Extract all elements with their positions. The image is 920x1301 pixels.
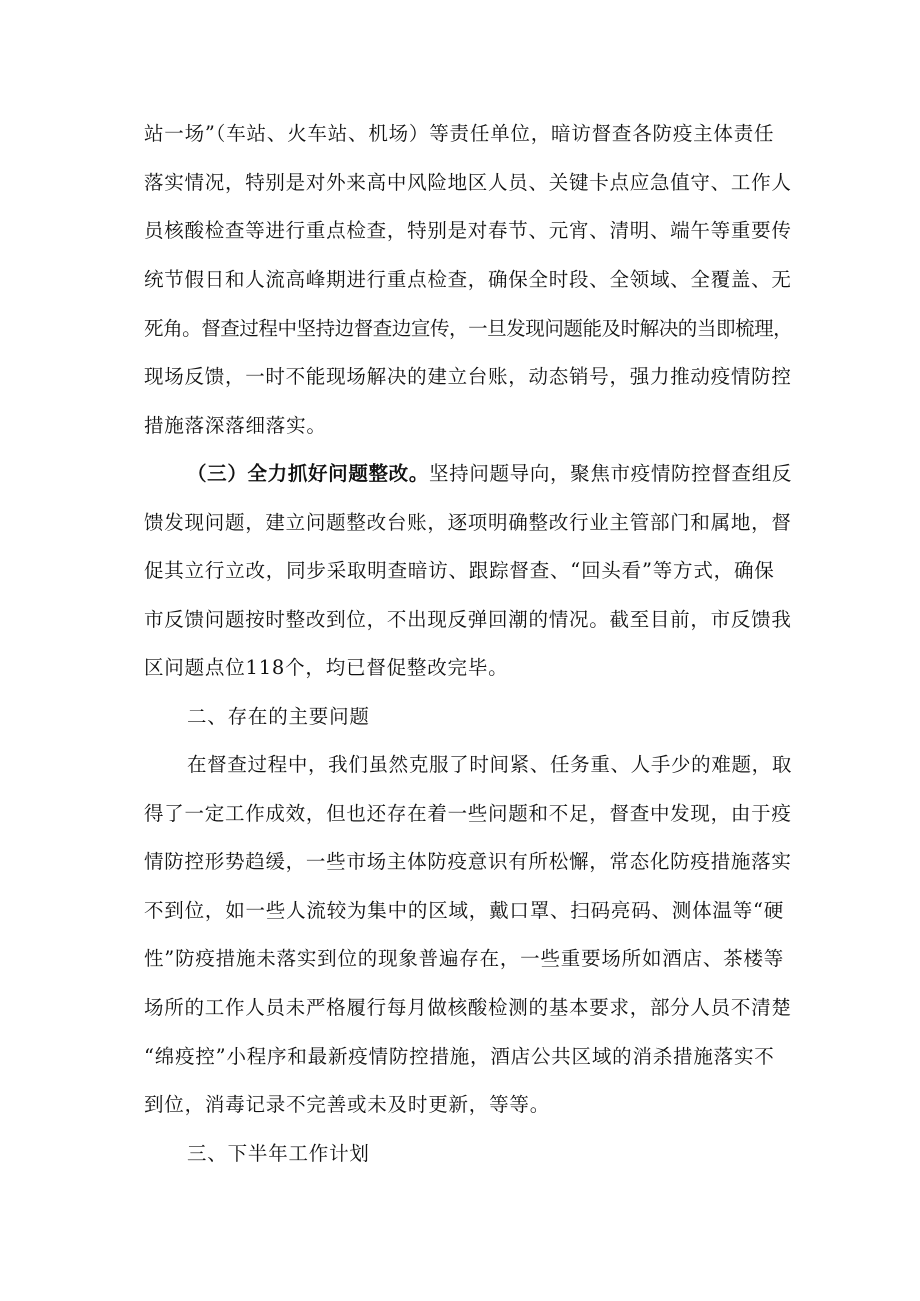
paragraph-3-line-7: “绵疫控”小程序和最新疫情防控措施，酒店公共区域的消杀措施落实不	[144, 1045, 775, 1068]
section-heading-3: 三、下半年工作计划	[187, 1142, 370, 1165]
paragraph-1-line-4: 统节假日和人流高峰期进行重点检查，确保全时段、全领域、全覆盖、无	[144, 268, 792, 291]
section-heading-2: 二、存在的主要问题	[187, 705, 370, 728]
paragraph-3-line-2: 得了一定工作成效，但也还存在着一些问题和不足，督查中发现，由于疫	[144, 802, 792, 825]
paragraph-2-line-4: 市反馈问题按时整改到位，不出现反弹回潮的情况。截至目前，市反馈我	[144, 608, 792, 631]
paragraph-1-line-2: 落实情况，特别是对外来高中风险地区人员、关键卡点应急值守、工作人	[144, 171, 792, 194]
paragraph-2-line-3: 促其立行立改，同步采取明查暗访、跟踪督查、“回头看”等方式，确保	[144, 559, 775, 582]
paragraph-1-line-3: 员核酸检查等进行重点检查，特别是对春节、元宵、清明、端午等重要传	[144, 219, 792, 242]
paragraph-2-line-2: 馈发现问题，建立问题整改台账，逐项明确整改行业主管部门和属地，督	[144, 511, 792, 534]
paragraph-2-line-1	[187, 462, 792, 486]
paragraph-1-line-1: 站一场”（车站、火车站、机场）等责任单位，暗访督查各防疫主体责任	[144, 122, 775, 145]
paragraph-2-line-5: 区问题点位118个，均已督促整改完毕。	[144, 656, 509, 679]
paragraph-3-line-4: 不到位，如一些人流较为集中的区域，戴口罩、扫码亮码、测体温等“硬	[144, 899, 785, 922]
paragraph-1-line-7: 措施落深落细落实。	[144, 414, 327, 437]
paragraph-1-line-5: 死角。督查过程中坚持边督查边宣传，一旦发现问题能及时解决的当即梳理，	[144, 317, 793, 340]
paragraph-3-line-3: 情防控形势趋缓，一些市场主体防疫意识有所松懈，常态化防疫措施落实	[144, 850, 792, 873]
paragraph-2-line-1-text: 坚持问题导向，聚焦市疫情防控督查组反	[429, 462, 793, 485]
paragraph-3-line-8: 到位，消毒记录不完善或未及时更新，等等。	[144, 1093, 551, 1116]
paragraph-3-line-6: 场所的工作人员未严格履行每月做核酸检测的基本要求，部分人员不清楚	[144, 996, 792, 1019]
paragraph-3-line-5: 性”防疫措施未落实到位的现象普遍存在，一些重要场所如酒店、茶楼等	[144, 947, 785, 970]
paragraph-2-lead: （三）全力抓好问题整改。	[187, 462, 430, 485]
paragraph-3-line-1: 在督查过程中，我们虽然克服了时间紧、任务重、人手少的难题，取	[187, 753, 793, 776]
paragraph-1-line-6: 现场反馈，一时不能现场解决的建立台账，动态销号，强力推动疫情防控	[144, 365, 792, 388]
